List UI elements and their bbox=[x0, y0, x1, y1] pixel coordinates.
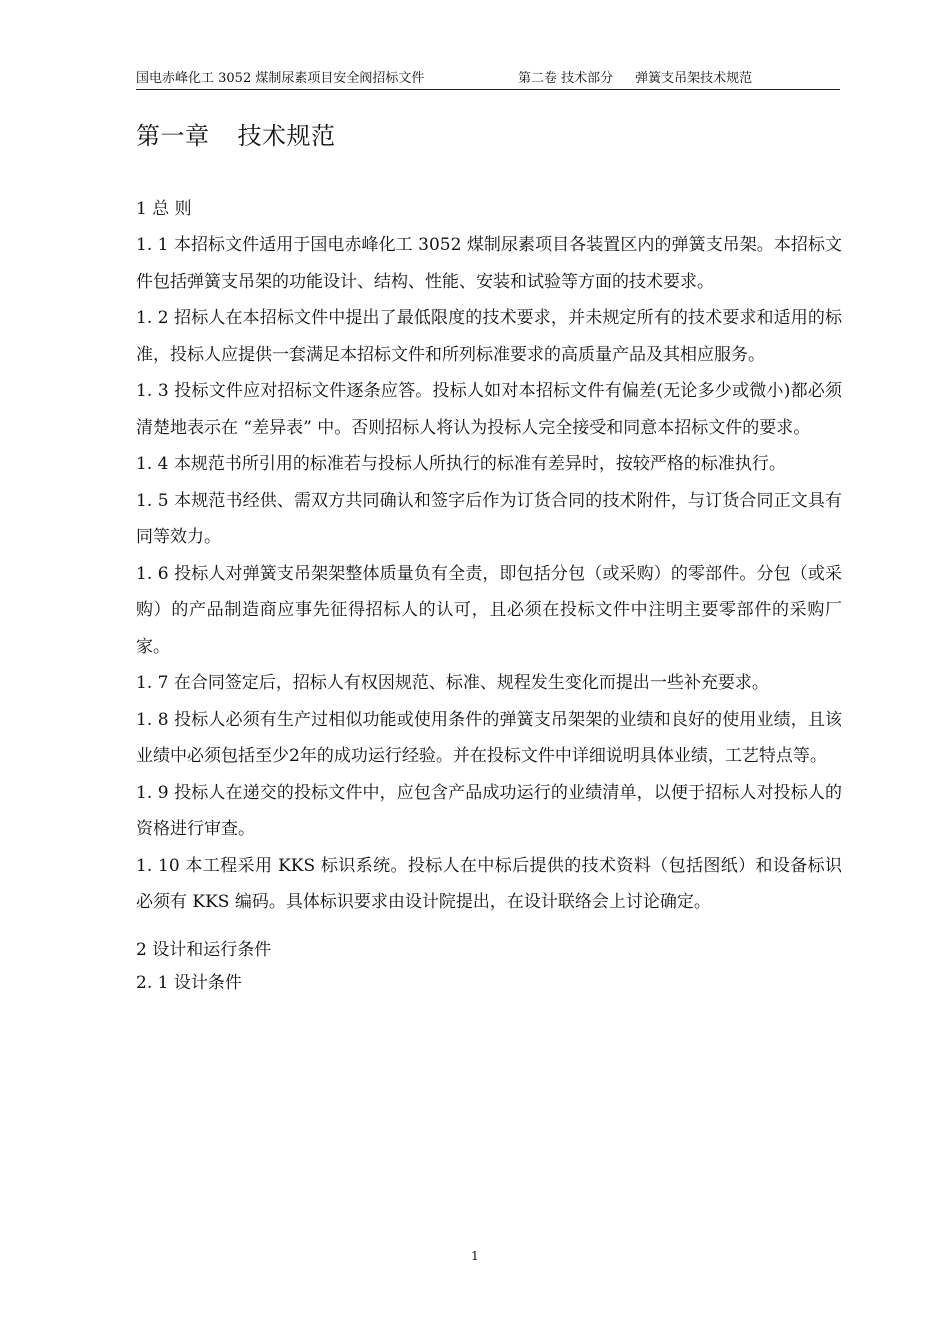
paragraph-1-3: 1. 3 投标文件应对招标文件逐条应答。投标人如对本招标文件有偏差(无论多少或微小)都必须清楚地表示在 “差异表” 中。否则招标人将认为投标人完全接受和同意本招标文件的要求。 bbox=[136, 381, 842, 438]
header-document-title: 国电赤峰化工 3052 煤制尿素项目安全阀招标文件 bbox=[136, 71, 425, 86]
paragraph-1-10: 1. 10 本工程采用 KKS 标识系统。投标人在中标后提供的技术资料（包括图纸）和设备标识必须有 KKS 编码。具体标识要求由设计院提出，在设计联络会上讨论确定。 bbox=[136, 855, 842, 912]
document-body bbox=[136, 194, 842, 998]
paragraph-1-1: 1. 1 本招标文件适用于国电赤峰化工 3052 煤制尿素项目各装置区内的弹簧支吊架。本招标文件包括弹簧支吊架的功能设计、结构、性能、安装和试验等方面的技术要求。 bbox=[136, 235, 842, 292]
paragraph-1-6: 1. 6 投标人对弹簧支吊架架整体质量负有全责，即包括分包（或采购）的零部件。分包（或采购）的产品制造商应事先征得招标人的认可，且必须在投标文件中注明主要零部件的采购厂家。 bbox=[136, 563, 842, 657]
section-heading-design-conditions: 2 设计和运行条件 bbox=[136, 939, 272, 960]
paragraph-1-9: 1. 9 投标人在递交的投标文件中，应包含产品成功运行的业绩清单，以便于招标人对投标人的资格进行审查。 bbox=[136, 782, 842, 839]
paragraph-1-2: 1. 2 招标人在本招标文件中提出了最低限度的技术要求，并未规定所有的技术要求和适用的标准，投标人应提供一套满足本招标文件和所列标准要求的高质量产品及其相应服务。 bbox=[136, 308, 842, 365]
section-heading-general: 1 总 则 bbox=[136, 199, 192, 219]
chapter-title bbox=[136, 118, 336, 154]
page-header bbox=[136, 70, 840, 90]
header-section: 弹簧支吊架技术规范 bbox=[635, 71, 753, 86]
subsection-heading-2-1: 2. 1 设计条件 bbox=[136, 972, 242, 993]
header-volume: 第二卷 技术部分 bbox=[518, 71, 614, 86]
paragraph-1-5: 1. 5 本规范书经供、需双方共同确认和签字后作为订货合同的技术附件，与订货合同正文具有同等效力。 bbox=[136, 490, 842, 547]
chapter-number: 第一章 bbox=[136, 122, 210, 150]
chapter-name: 技术规范 bbox=[237, 122, 336, 150]
paragraph-1-4: 1. 4 本规范书所引用的标准若与投标人所执行的标准有差异时，按较严格的标准执行。 bbox=[136, 454, 786, 474]
header-right bbox=[518, 70, 752, 88]
paragraph-1-8: 1. 8 投标人必须有生产过相似功能或使用条件的弹簧支吊架架的业绩和良好的使用业绩，且该业绩中必须包括至少2年的成功运行经验。并在投标文件中详细说明具体业绩，工艺特点等。 bbox=[136, 709, 842, 766]
paragraph-1-7: 1. 7 在合同签定后，招标人有权因规范、标准、规程发生变化而提出一些补充要求。 bbox=[136, 673, 769, 693]
page-number: 1 bbox=[471, 1249, 479, 1263]
